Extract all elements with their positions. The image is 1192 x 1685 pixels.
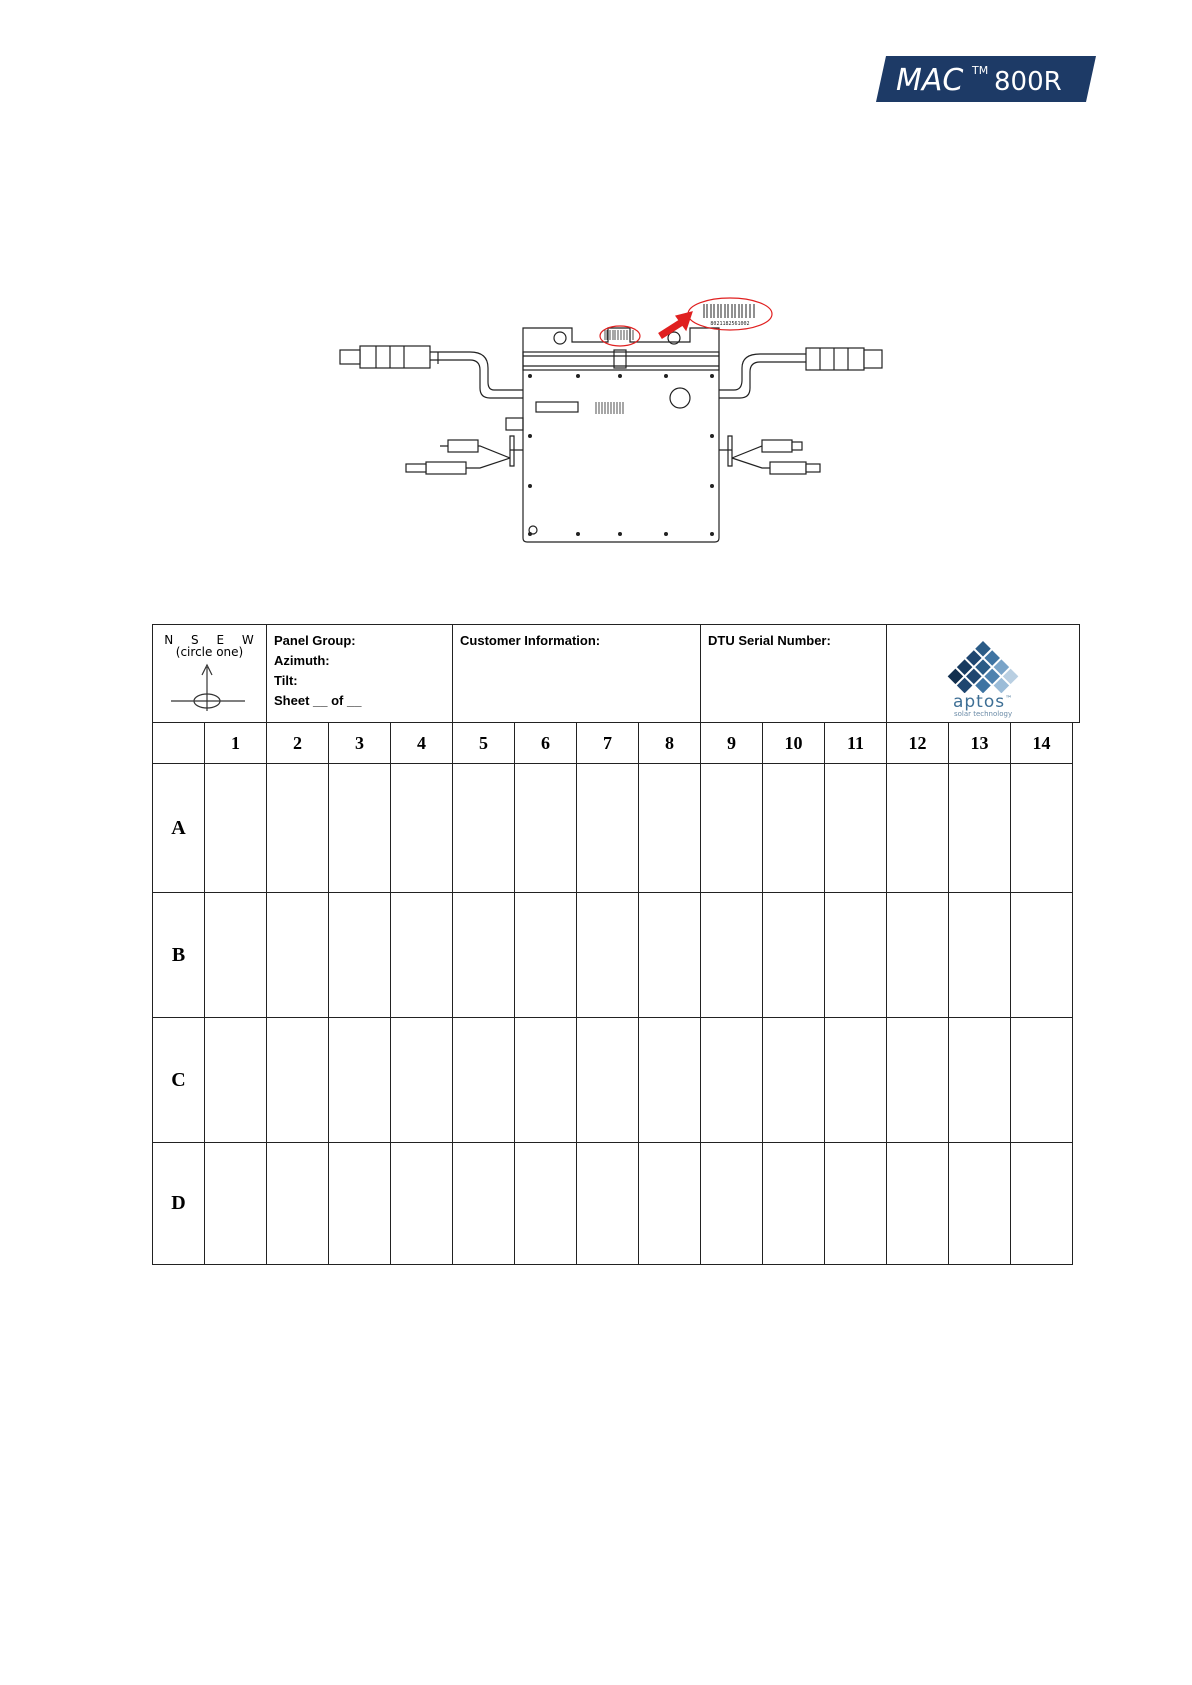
grid-cell[interactable] (453, 1143, 515, 1265)
grid-cell[interactable] (577, 1018, 639, 1143)
aptos-logo-tm: ™ (1005, 694, 1014, 703)
compass-letters: N S E W (164, 633, 261, 647)
column-header: 10 (763, 723, 825, 764)
grid-cell[interactable] (453, 893, 515, 1018)
grid-cell[interactable] (1011, 893, 1073, 1018)
aptos-logo-wordmark (887, 692, 1079, 712)
grid-cell[interactable] (825, 893, 887, 1018)
microinverter-drawing (330, 290, 910, 550)
column-number-row (153, 723, 1080, 764)
grid-cell[interactable] (949, 764, 1011, 893)
grid-cell[interactable] (515, 764, 577, 893)
sheet-header-row (153, 625, 1080, 723)
panel-layout-table (152, 624, 1080, 1265)
column-header: 5 (453, 723, 515, 764)
grid-cell[interactable] (453, 1018, 515, 1143)
sheet-count-label: Sheet __ of __ (274, 693, 362, 708)
grid-cell[interactable] (887, 1143, 949, 1265)
grid-cell[interactable] (391, 764, 453, 893)
grid-cell[interactable] (763, 1143, 825, 1265)
grid-cell[interactable] (267, 893, 329, 1018)
grid-cell[interactable] (267, 1143, 329, 1265)
customer-info-label: Customer Information: (460, 633, 601, 648)
grid-cell[interactable] (701, 1018, 763, 1143)
row-label: B (153, 893, 205, 1018)
grid-cell[interactable] (267, 1018, 329, 1143)
grid-cell[interactable] (763, 893, 825, 1018)
grid-cell[interactable] (639, 764, 701, 893)
grid-cell[interactable] (825, 1018, 887, 1143)
grid-cell[interactable] (887, 764, 949, 893)
grid-cell[interactable] (329, 764, 391, 893)
aptos-logo-cell (887, 625, 1080, 723)
column-header: 12 (887, 723, 949, 764)
grid-cell[interactable] (391, 1143, 453, 1265)
grid-row-d (153, 1143, 1080, 1265)
barcode-callout-digits: 8021182561002 (710, 321, 750, 327)
grid-cell[interactable] (205, 893, 267, 1018)
compass-icon (165, 663, 255, 715)
brand-trademark: TM (972, 64, 989, 77)
grid-cell[interactable] (205, 1143, 267, 1265)
column-header: 1 (205, 723, 267, 764)
grid-cell[interactable] (949, 1143, 1011, 1265)
microinverter-illustration (330, 290, 910, 550)
grid-cell[interactable] (949, 893, 1011, 1018)
grid-cell[interactable] (825, 764, 887, 893)
grid-cell[interactable] (329, 1018, 391, 1143)
grid-cell[interactable] (329, 893, 391, 1018)
row-label: C (153, 1018, 205, 1143)
grid-cell[interactable] (1011, 1143, 1073, 1265)
grid-cell[interactable] (205, 764, 267, 893)
column-header: 14 (1011, 723, 1073, 764)
brand-model-suffix: 800R (994, 67, 1062, 97)
grid-cell[interactable] (701, 764, 763, 893)
grid-cell[interactable] (391, 1018, 453, 1143)
panel-group-label: Panel Group: (274, 633, 356, 648)
grid-cell[interactable] (515, 1143, 577, 1265)
grid-cell[interactable] (267, 764, 329, 893)
grid-cell[interactable] (639, 1018, 701, 1143)
grid-cell[interactable] (701, 1143, 763, 1265)
column-header: 7 (577, 723, 639, 764)
grid-cell[interactable] (639, 1143, 701, 1265)
row-label: A (153, 764, 205, 893)
grid-cell[interactable] (577, 893, 639, 1018)
grid-cell[interactable] (887, 893, 949, 1018)
column-header: 11 (825, 723, 887, 764)
compass-note: (circle one) (175, 645, 244, 659)
column-header: 8 (639, 723, 701, 764)
grid-cell[interactable] (1011, 764, 1073, 893)
column-header: 2 (267, 723, 329, 764)
tilt-label: Tilt: (274, 673, 298, 688)
brand-badge-graphic (876, 56, 1096, 102)
compass-cell (153, 625, 267, 723)
grid-cell[interactable] (1011, 1018, 1073, 1143)
customer-info-cell (453, 625, 701, 723)
grid-cell[interactable] (763, 1018, 825, 1143)
grid-row-b (153, 893, 1080, 1018)
row-label: D (153, 1143, 205, 1265)
panel-group-cell (267, 625, 453, 723)
aptos-logo-word: aptos (952, 692, 1006, 712)
aptos-logo-tagline: solar technology (953, 710, 1013, 718)
column-header: 6 (515, 723, 577, 764)
grid-cell[interactable] (949, 1018, 1011, 1143)
brand-model-prefix: MAC (896, 63, 964, 98)
grid-cell[interactable] (515, 1018, 577, 1143)
grid-cell[interactable] (205, 1018, 267, 1143)
grid-cell[interactable] (329, 1143, 391, 1265)
grid-cell[interactable] (825, 1143, 887, 1265)
grid-cell[interactable] (701, 893, 763, 1018)
corner-cell (153, 723, 205, 764)
grid-cell[interactable] (639, 893, 701, 1018)
column-header: 4 (391, 723, 453, 764)
grid-cell[interactable] (391, 893, 453, 1018)
grid-cell[interactable] (577, 764, 639, 893)
grid-cell[interactable] (887, 1018, 949, 1143)
grid-cell[interactable] (515, 893, 577, 1018)
panel-layout-sheet (152, 624, 1080, 1264)
azimuth-label: Azimuth: (274, 653, 330, 668)
dtu-serial-cell (701, 625, 887, 723)
grid-cell[interactable] (763, 764, 825, 893)
grid-cell[interactable] (577, 1143, 639, 1265)
grid-row-c (153, 1018, 1080, 1143)
column-header: 3 (329, 723, 391, 764)
aptos-logo-icon (943, 637, 1023, 693)
grid-cell[interactable] (453, 764, 515, 893)
dtu-serial-label: DTU Serial Number: (708, 633, 831, 648)
brand-badge (876, 56, 1096, 102)
grid-row-a (153, 764, 1080, 893)
column-header: 13 (949, 723, 1011, 764)
column-header: 9 (701, 723, 763, 764)
